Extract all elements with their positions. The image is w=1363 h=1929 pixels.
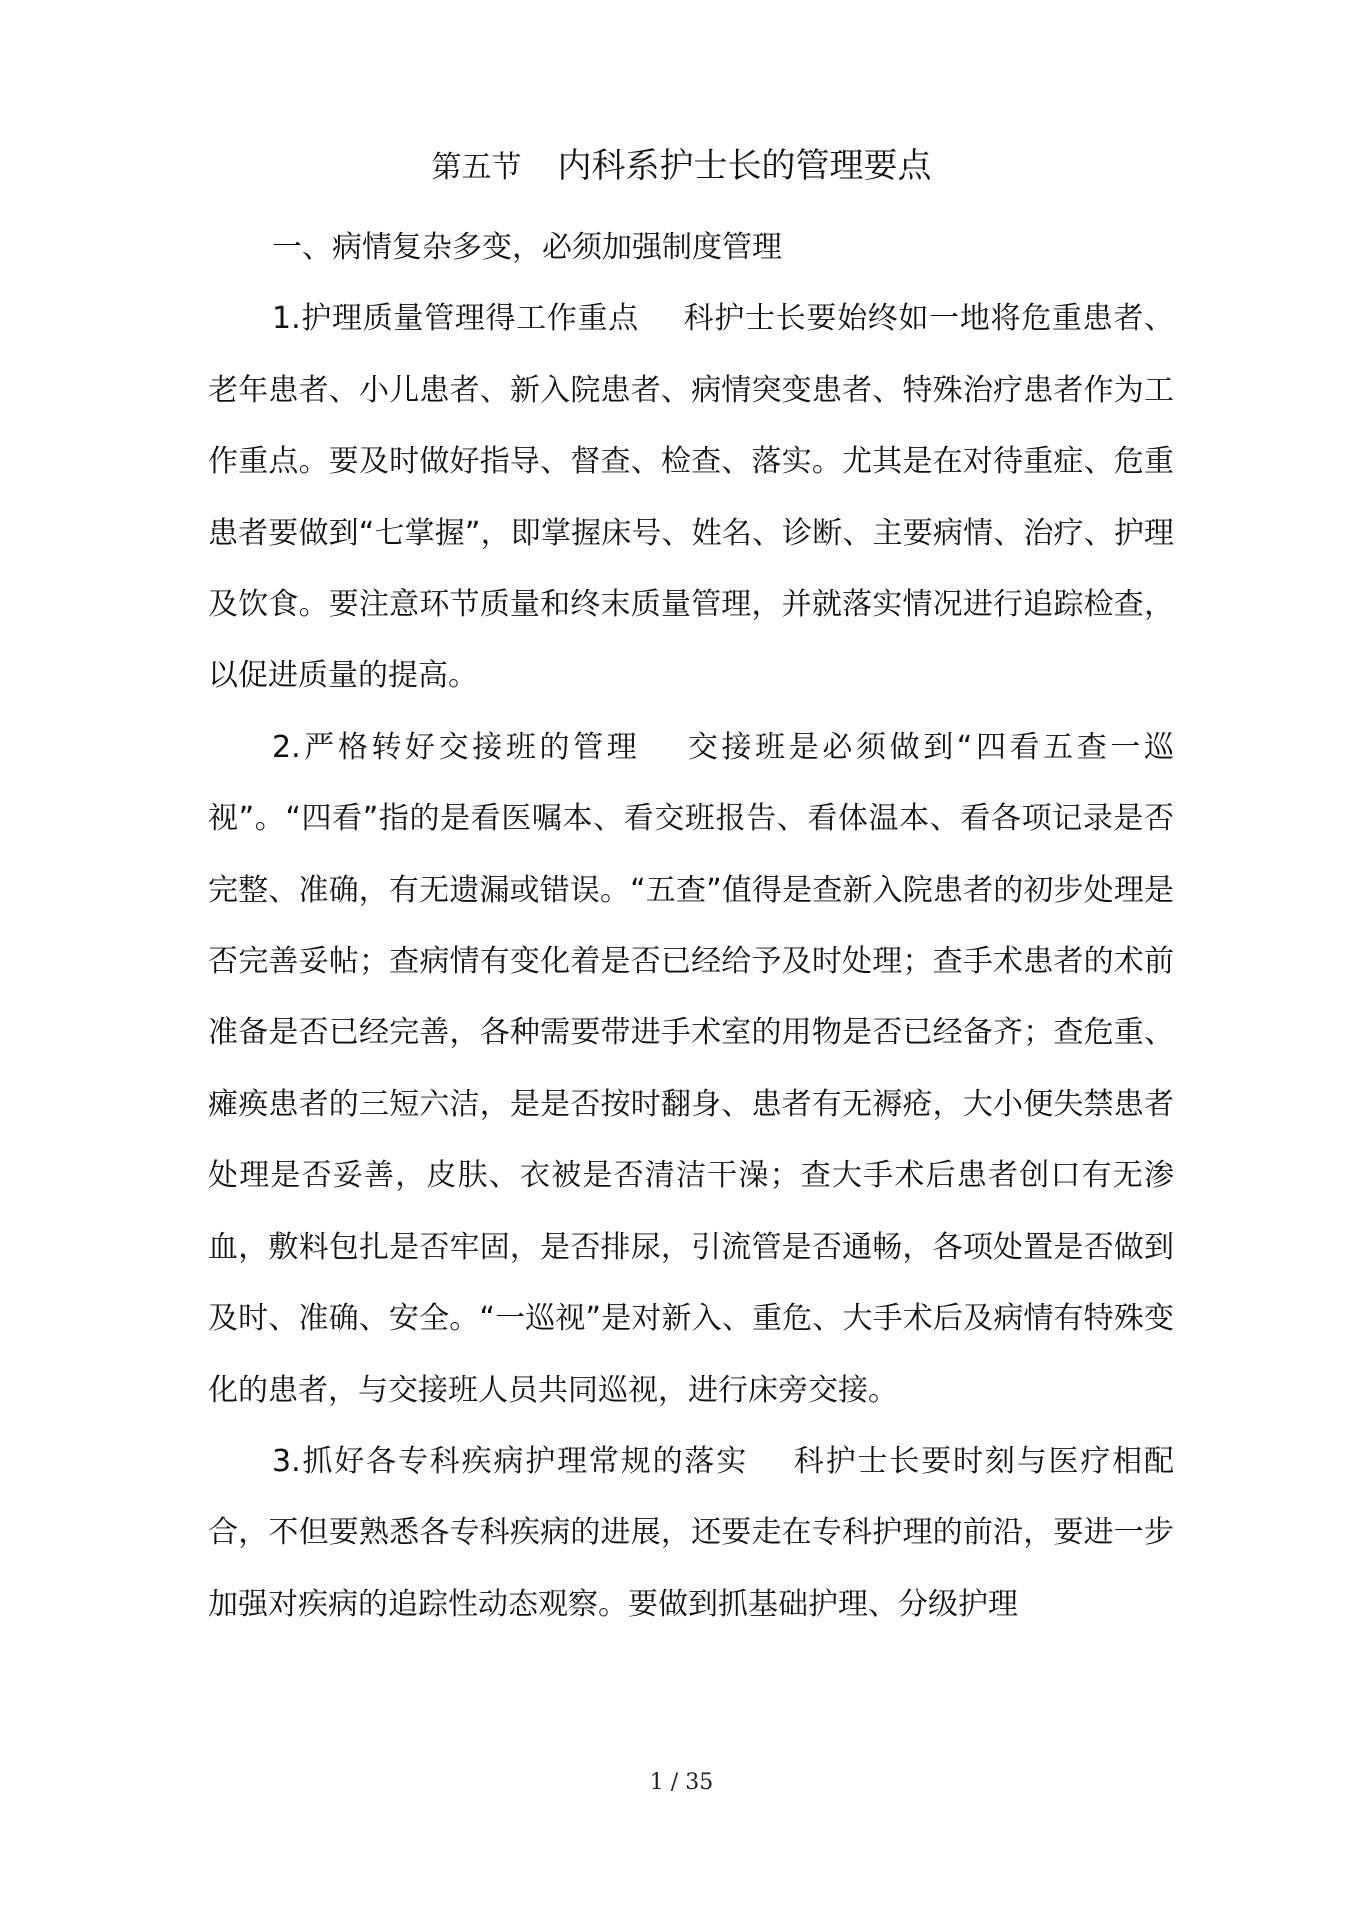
paragraph-3 — [208, 1426, 1174, 1640]
section-heading: 一、病情复杂多变，必须加强制度管理 — [272, 230, 782, 265]
paragraph-3-lead: 3.抓好各专科疾病护理常规的落实 — [272, 1443, 749, 1479]
paragraph-3-text: 科护士长要时刻与医疗相配合，不但要熟悉各专科疾病的进展，还要走在专科护理的前沿，要进一步加强对疾病的追踪性动态观察。要做到抓基础护理、分级护理 — [208, 1443, 1175, 1622]
paragraph-2-text: 交接班是必须做到“四看五查一巡视”。“四看”指的是看医嘱本、看交班报告、看体温本、看各项记录是否完整、准确，有无遗漏或错误。“五查”值得是查新入院患者的初步处理是否完善妥帖；查病情有变化着是否已经给予及时处理；查手术患者的术前准备是否已经完善，各种需要带进手术室的用物是否已经备齐；查危重、瘫痪患者的三短六洁，是是否按时翻身、患者有无褥疮，大小便失禁患者处理是否妥善，皮肤、衣被是否清洁干澡；查大手术后患者创口有无渗血，敷料包扎是否牢固，是否排尿，引流管是否通畅，各项处置是否做到及时、准确、安全。“一巡视”是对新入、重危、大手术后及病情有特殊变化的患者，与交接班人员共同巡视，进行床旁交接。 — [208, 729, 1175, 1408]
paragraph-2-lead: 2.严格转好交接班的管理 — [272, 729, 641, 765]
document-body — [208, 212, 1174, 1640]
paragraph-1 — [208, 283, 1174, 711]
title-section-number: 第五节 — [431, 150, 522, 185]
page-title — [0, 140, 1363, 194]
paragraph-1-lead: 1.护理质量管理得工作重点 — [272, 301, 639, 337]
paragraph-1-text: 科护士长要始终如一地将危重患者、老年患者、小儿患者、新入院患者、病情突变患者、特殊治疗患者作为工作重点。要及时做好指导、督查、检查、落实。尤其是在对待重症、危重患者要做到“七掌握”，即掌握床号、姓名、诊断、主要病情、治疗、护理及饮食。要注意环节质量和终末质量管理，并就落实情况进行追踪检查，以促进质量的提高。 — [208, 301, 1175, 694]
page-number: 1 / 35 — [649, 1770, 714, 1795]
title-text: 内科系护士长的管理要点 — [557, 146, 932, 186]
paragraph-2 — [208, 712, 1174, 1426]
